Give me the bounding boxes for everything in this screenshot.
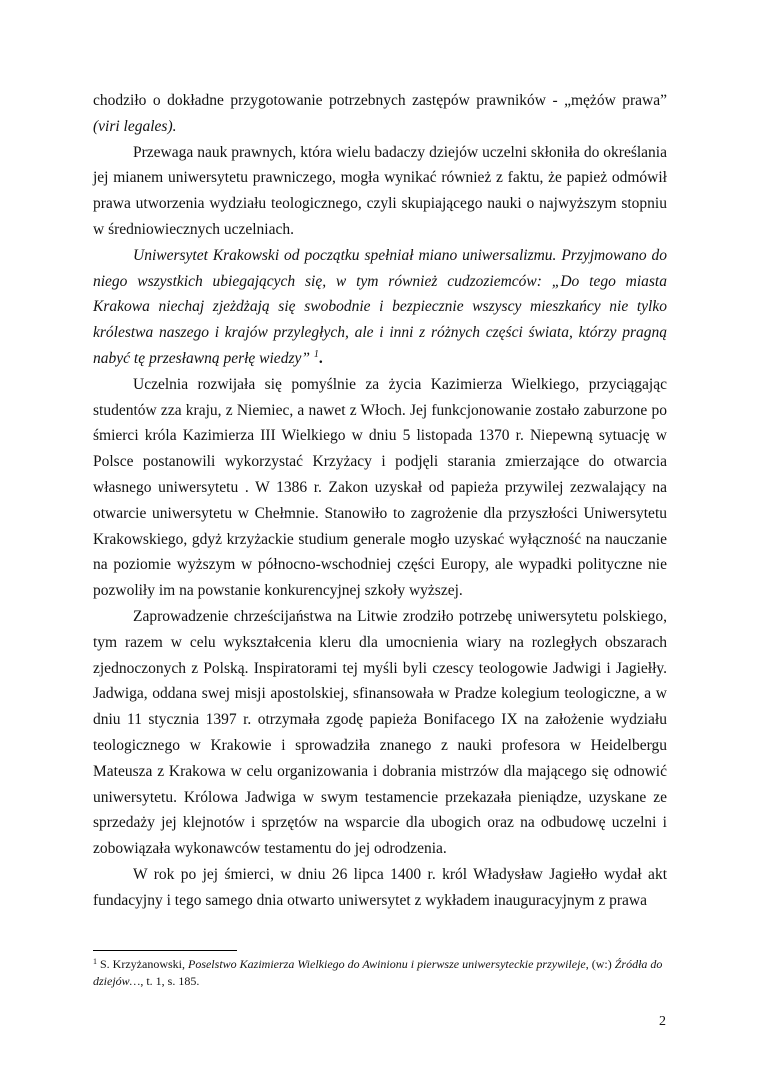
footnote-title: Poselstwo Kazimierza Wielkiego do Awinionu i pierwsze uniwersyteckie przywileje [187, 957, 586, 971]
footnote-source: Źródła do dziejów… [93, 957, 663, 988]
body-text [93, 88, 667, 914]
footnote-author: S. Krzyżanowski, [100, 957, 185, 971]
paragraph-5: Zaprowadzenie chrześcijaństwa na Litwie zrodziło potrzebę uniwersytetu polskiego, tym razem w celu wykształcenia kleru dla umocnienia wiary na rozległych obszarach zjednoczonych z Polską. Inspiratorami tej myśli byli czescy teologowie Jadwigi i Jagiełły. Jadwiga, oddana swej misji apostolskiej, sfinansowała w Pradze kolegium teologiczne, a w dniu 11 stycznia 1397 r. otrzymała zgodę papieża Bonifacego IX na założenie wydziału teologicznego w Krakowie i sprowadziła znanego z nauki profesora w Heidelbergu Mateusza z Krakowa w celu organizowania i dobrania mistrzów dla mającego się odnowić uniwersytetu. Królowa Jadwiga w swym testamencie przekazała pieniądze, uzyskane ze sprzedaży jej klejnotów i sprzętów na wsparcie dla ubogich oraz na odbudowę uczelni i zobowiązała wykonawców testamentu do jej odrodzenia. [93, 607, 667, 858]
footnote-mark: 1 [93, 957, 97, 966]
paragraph-1-line-1: chodziło o dokładne przygotowanie potrzebnych zastępów prawników - „mężów prawa” [93, 92, 667, 109]
paragraph-3-quote [93, 243, 667, 372]
quote-text: Uniwersytet Krakowski od początku spełniał miano uniwersalizmu. Przyjmowano do niego wszystkich ubiegających się, w tym również cudzoziemców: „Do tego miasta Krakowa niechaj zjeżdżają się swobodnie i bezpiecznie wszyscy mieszkańcy nie tylko królestwa naszego i krajów przyległych, ale i inni z różnych części świata, którzy pragną nabyć tę przesławną perłę wiedzy” [93, 246, 667, 367]
quote-end-period: . [318, 349, 323, 367]
paragraph-2: Przewaga nauk prawnych, która wielu badaczy dziejów uczelni skłoniła do określania jej mianem uniwersytetu prawniczego, mogła wynikać również z faktu, że papież odmówił prawa utworzenia wydziału teologicznego, czyli skupiającego nauki o najwyższym stopniu w średniowiecznych uczelniach. [93, 143, 667, 238]
footnote-middle: , (w:) [585, 957, 612, 971]
footnote-separator [93, 950, 237, 951]
paragraph-4: Uczelnia rozwijała się pomyślnie za życia Kazimierza Wielkiego, przyciągając studentów zza kraju, z Niemiec, a nawet z Włoch. Jej funkcjonowanie zostało zaburzone po śmierci króla Kazimierza III Wielkiego w dniu 5 listopada 1370 r. Niepewną sytuację w Polsce postanowili wykorzystać Krzyżacy i podjęli starania zmierzające do otwarcia własnego uniwersytetu . W 1386 r. Zakon uzyskał od papieża przywilej zezwalający na otwarcie uniwersytetu w Chełmnie. Stanowiło to zagrożenie dla przyszłości Uniwersytetu Krakowskiego, gdyż krzyżackie studium generale mogło uzyskać wyłączność na nauczanie na poziomie wyższym w północno-wschodniej części Europy, ale wypadki polityczne nie pozwoliły im na powstanie konkurencyjnej szkoły wyższej. [93, 375, 667, 600]
footnote-tail: , t. 1, s. 185. [140, 974, 200, 988]
paragraph-1-line-2: (viri legales). [93, 117, 177, 135]
footnote-reference: 1 [313, 348, 319, 360]
footnote [93, 956, 667, 990]
page-number: 2 [659, 1014, 666, 1029]
paragraph-6: W rok po jej śmierci, w dniu 26 lipca 1400 r. król Władysław Jagiełło wydał akt fundacyjny i tego samego dnia otwarto uniwersytet z wykładem inauguracyjnym z prawa [93, 865, 667, 909]
